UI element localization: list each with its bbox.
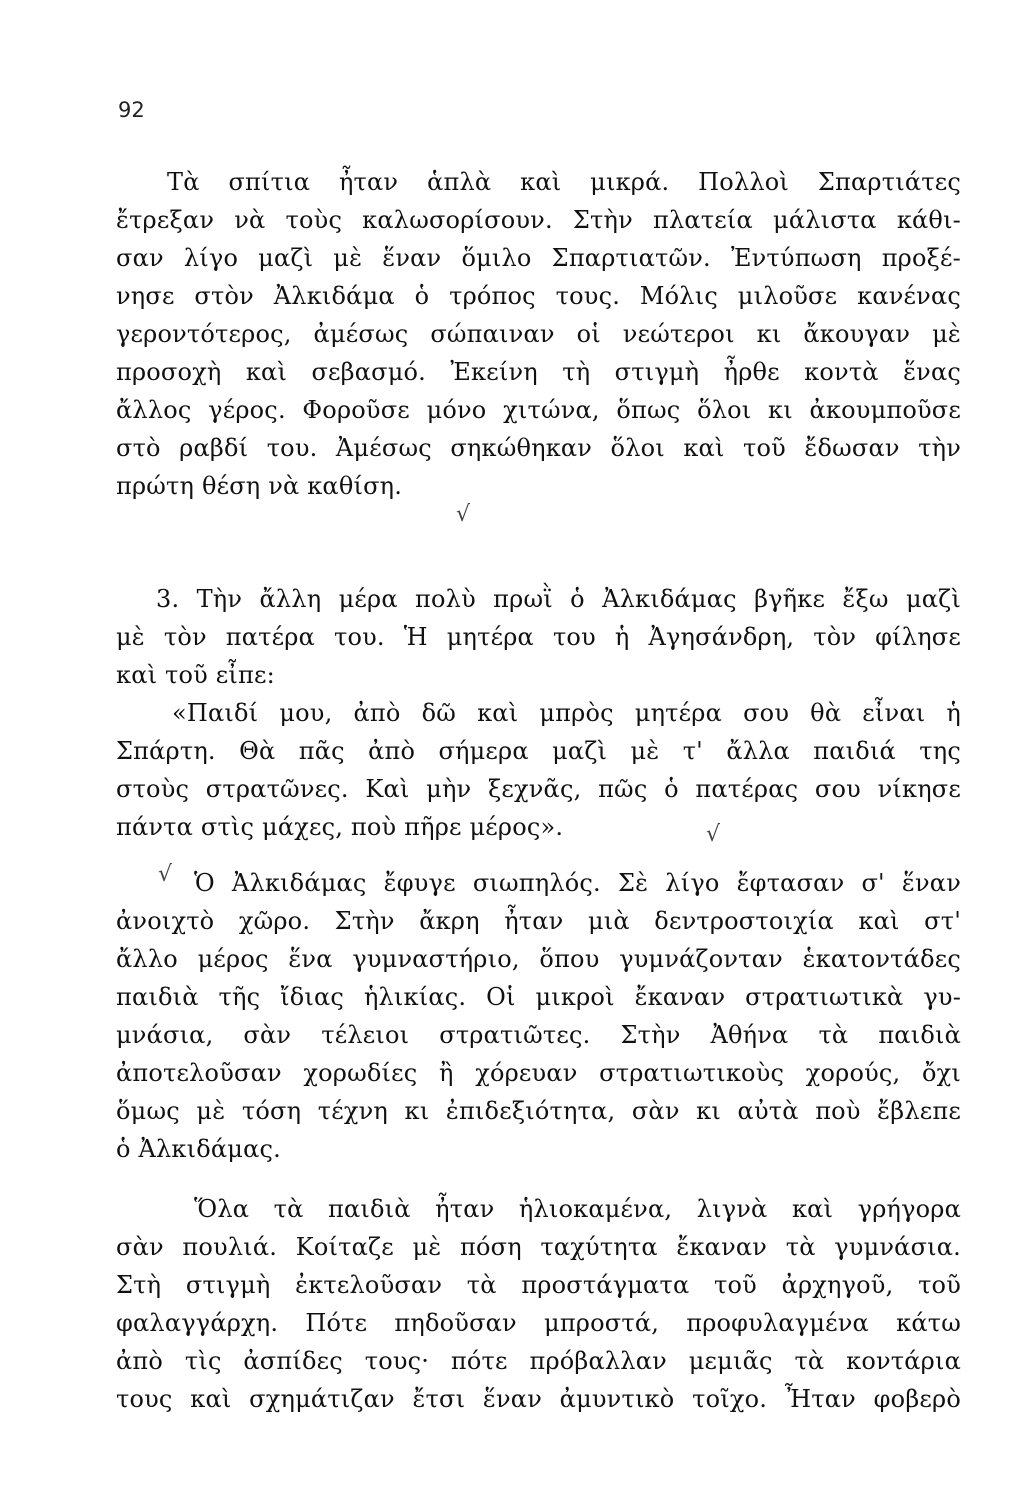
check-mark-icon: √	[456, 502, 471, 527]
text-line: γεροντότερος, ἀμέσως σώπαιναν οἱ νεώτεροι κι ἄκουγαν μὲ	[116, 320, 961, 348]
check-mark-icon: √	[706, 822, 721, 847]
text-line: στὸ ραβδί του. Ἀμέσως σηκώθηκαν ὅλοι καὶ τοῦ ἔδωσαν τὴν	[116, 434, 961, 462]
text-line: προσοχὴ καὶ σεβασμό. Ἐκείνη τὴ στιγμὴ ἦρθε κοντὰ ἕνας	[116, 358, 961, 386]
text-line: μὲ τὸν πατέρα του. Ἡ μητέρα του ἡ Ἀγησάνδρη, τὸν φίλησε	[116, 623, 961, 651]
text-line: νησε στὸν Ἀλκιδάμα ὁ τρόπος τους. Μόλις μιλοῦσε κανένας	[116, 282, 961, 310]
check-mark-icon: √	[158, 862, 173, 887]
paragraph-1	[116, 163, 961, 505]
paragraph-3	[116, 694, 961, 846]
text-line: σαν λίγο μαζὶ μὲ ἕναν ὅμιλο Σπαρτιατῶν. Ἐντύπωση προξέ-	[116, 244, 961, 272]
text-line: καὶ τοῦ εἶπε:	[116, 661, 275, 689]
text-line: ἀπὸ τὶς ἀσπίδες τους· πότε πρόβαλλαν μεμιᾶς τὰ κοντάρια	[116, 1347, 961, 1375]
text-line: «Παιδί μου, ἀπὸ δῶ καὶ μπρὸς μητέρα σου θὰ εἶναι ἡ	[172, 699, 961, 727]
text-line: Ὅλα τὰ παιδιὰ ἦταν ἡλιοκαμένα, λιγνὰ καὶ γρήγορα	[194, 1195, 961, 1223]
text-line: 3. Τὴν ἄλλη μέρα πολὺ πρωῒ ὁ Ἀλκιδάμας βγῆκε ἔξω μαζὶ	[156, 585, 961, 613]
text-line: παιδιὰ τῆς ἴδιας ἡλικίας. Οἱ μικροὶ ἔκαναν στρατιωτικὰ γυ-	[116, 983, 961, 1011]
text-line: Ὁ Ἀλκιδάμας ἔφυγε σιωπηλός. Σὲ λίγο ἔφτασαν σ' ἕναν	[194, 869, 961, 897]
text-line: μνάσια, σὰν τέλειοι στρατιῶτες. Στὴν Ἀθήνα τὰ παιδιὰ	[116, 1021, 961, 1049]
text-line: ἔτρεξαν νὰ τοὺς καλωσορίσουν. Στὴν πλατεία μάλιστα κάθι-	[116, 206, 961, 234]
text-line: στοὺς στρατῶνες. Καὶ μὴν ξεχνᾶς, πῶς ὁ πατέρας σου νίκησε	[116, 775, 961, 803]
paragraph-4	[116, 864, 961, 1168]
page-number: 92	[118, 98, 145, 122]
text-line: ὁ Ἀλκιδάμας.	[116, 1135, 281, 1163]
text-line: Τὰ σπίτια ἦταν ἁπλὰ καὶ μικρά. Πολλοὶ Σπαρτιάτες	[167, 168, 961, 196]
text-line: πρώτη θέση νὰ καθίση.	[116, 472, 403, 500]
text-line: Σπάρτη. Θὰ πᾶς ἀπὸ σήμερα μαζὶ μὲ τ' ἄλλα παιδιά της	[116, 737, 961, 765]
text-line: ἄλλο μέρος ἕνα γυμναστήριο, ὅπου γυμνάζονταν ἑκατοντάδες	[116, 945, 961, 973]
text-line: πάντα στὶς μάχες, ποὺ πῆρε μέρος».	[116, 813, 564, 841]
paragraph-2	[116, 580, 961, 694]
text-line: ἀνοιχτὸ χῶρο. Στὴν ἄκρη ἦταν μιὰ δεντροστοιχία καὶ στ'	[116, 907, 961, 935]
text-line: ἀποτελοῦσαν χορωδίες ἢ χόρευαν στρατιωτικοὺς χορούς, ὄχι	[116, 1059, 961, 1087]
text-line: ἄλλος γέρος. Φοροῦσε μόνο χιτώνα, ὅπως ὅλοι κι ἀκουμποῦσε	[116, 396, 961, 424]
paragraph-5	[116, 1190, 961, 1418]
text-line: ὅμως μὲ τόση τέχνη κι ἐπιδεξιότητα, σὰν κι αὐτὰ ποὺ ἔβλεπε	[116, 1097, 961, 1125]
text-line: Στὴ στιγμὴ ἐκτελοῦσαν τὰ προστάγματα τοῦ ἀρχηγοῦ, τοῦ	[116, 1271, 961, 1299]
text-line: τους καὶ σχημάτιζαν ἔτσι ἕναν ἀμυντικὸ τοῖχο. Ἦταν φοβερὸ	[116, 1385, 961, 1413]
text-line: σὰν πουλιά. Κοίταζε μὲ πόση ταχύτητα ἔκαναν τὰ γυμνάσια.	[116, 1233, 961, 1261]
text-line: φαλαγγάρχη. Πότε πηδοῦσαν μπροστά, προφυλαγμένα κάτω	[116, 1309, 961, 1337]
